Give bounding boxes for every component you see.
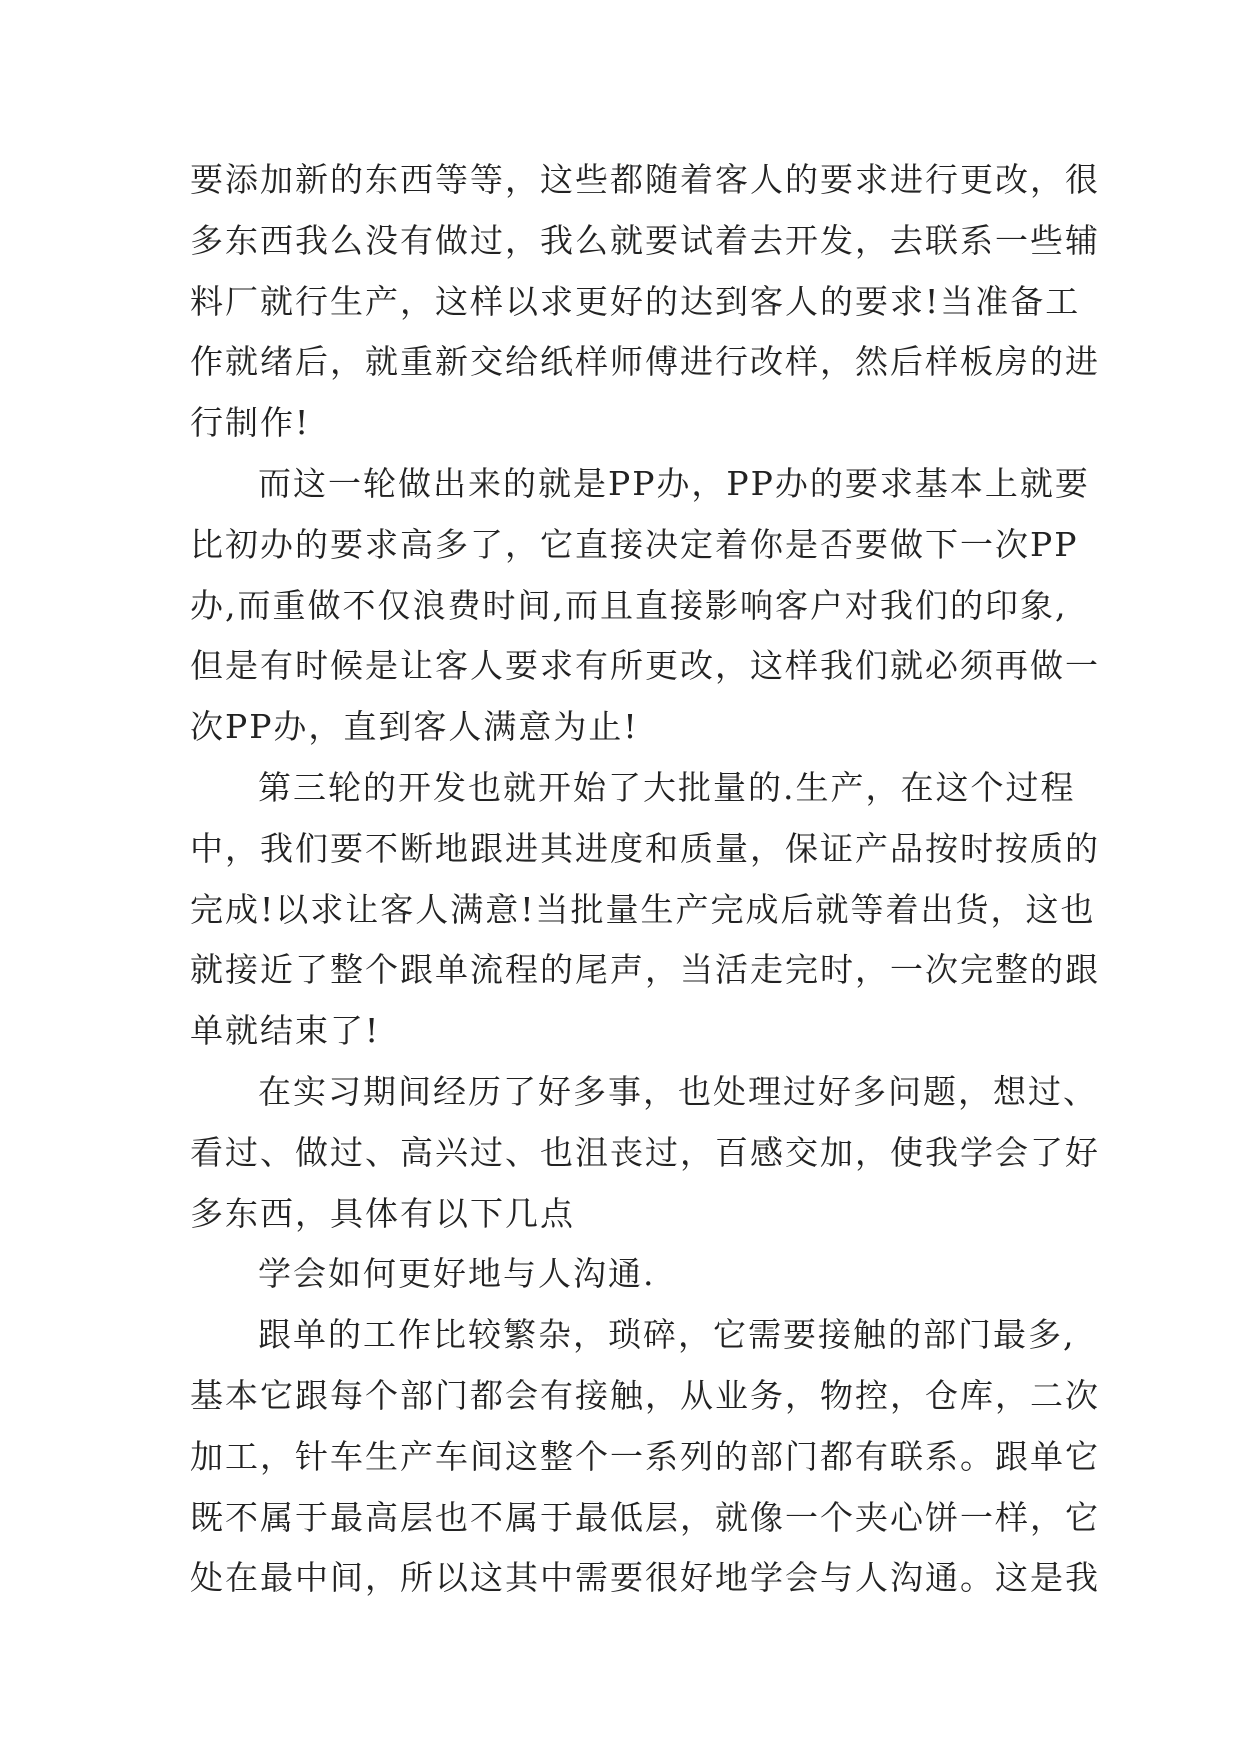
text-line: 比初办的要求高多了，它直接决定着你是否要做下一次PP xyxy=(190,524,1079,564)
text-line: 行制作! xyxy=(190,403,311,443)
text-line: 加工，针车生产车间这整个一系列的部门都有联系。跟单它 xyxy=(190,1436,1100,1476)
paragraph-first-line: 第三轮的开发也就开始了大批量的.生产，在这个过程 xyxy=(258,767,1076,807)
paragraph-first-line: 在实习期间经历了好多事，也处理过好多问题，想过、 xyxy=(258,1071,1098,1111)
paragraph-first-line: 而这一轮做出来的就是PP办，PP办的要求基本上就要 xyxy=(258,463,1090,503)
text-line: 中，我们要不断地跟进其进度和质量，保证产品按时按质的 xyxy=(190,828,1100,868)
text-line: 既不属于最高层也不属于最低层，就像一个夹心饼一样，它 xyxy=(190,1497,1100,1537)
text-line: 基本它跟每个部门都会有接触，从业务，物控，仓库，二次 xyxy=(190,1375,1100,1415)
body-text xyxy=(190,150,1100,1609)
text-line: 单就结束了! xyxy=(190,1011,381,1051)
paragraph-first-line: 跟单的工作比较繁杂，琐碎，它需要接触的部门最多, xyxy=(258,1315,1076,1355)
text-line: 处在最中间，所以这其中需要很好地学会与人沟通。这是我 xyxy=(190,1558,1100,1598)
text-line: 作就绪后，就重新交给纸样师傅进行改样，然后样板房的进 xyxy=(190,342,1100,382)
text-line: 料厂就行生产，这样以求更好的达到客人的要求!当准备工 xyxy=(190,281,1081,321)
text-line: 多东西，具体有以下几点 xyxy=(190,1193,575,1233)
text-line: 就接近了整个跟单流程的尾声，当活走完时，一次完整的跟 xyxy=(190,950,1100,990)
text-line: 看过、做过、高兴过、也沮丧过，百感交加，使我学会了好 xyxy=(190,1132,1100,1172)
text-line: 但是有时候是让客人要求有所更改，这样我们就必须再做一 xyxy=(190,646,1100,686)
text-line: 要添加新的东西等等，这些都随着客人的要求进行更改，很 xyxy=(190,160,1100,199)
section-heading: 学会如何更好地与人沟通. xyxy=(258,1254,656,1294)
text-line: 完成!以求让客人满意!当批量生产完成后就等着出货，这也 xyxy=(190,889,1096,929)
text-line: 次PP办，直到客人满意为止! xyxy=(190,707,639,747)
text-line: 多东西我么没有做过，我么就要试着去开发，去联系一些辅 xyxy=(190,220,1100,260)
text-line: 办,而重做不仅浪费时间,而且直接影响客户对我们的印象, xyxy=(190,585,1068,625)
